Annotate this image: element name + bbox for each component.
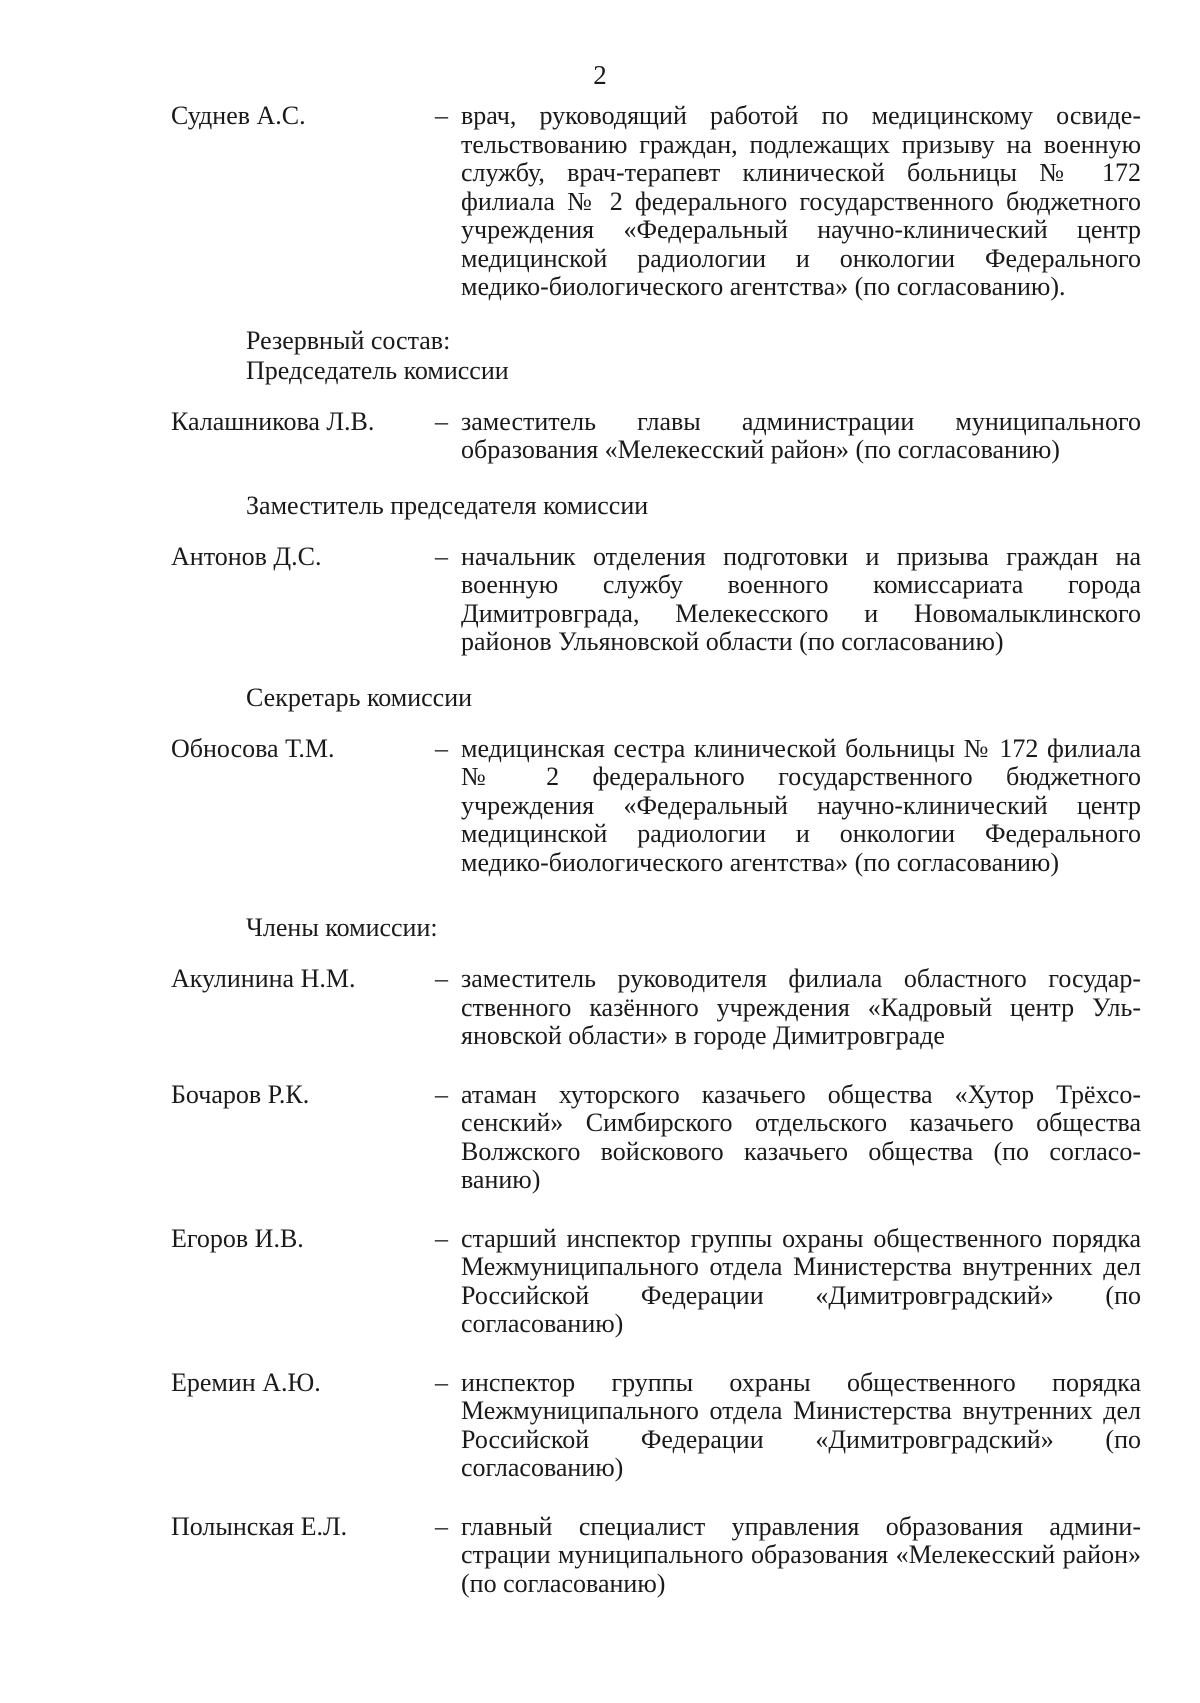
chairman-entry (171, 408, 1141, 465)
member-name: Суднев А.С. (171, 101, 306, 130)
member-entry (171, 1513, 1141, 1599)
member-name: Бочаров Р.К. (171, 1079, 310, 1109)
dash-separator: – (435, 101, 448, 130)
members-heading: Члены комиссии: (246, 913, 438, 942)
member-entry (171, 1369, 1141, 1483)
member-description: медицинская сестра клинической больницы № 172 филиала № 2 федерального государственного бюджетного учреждения «Федеральный научно-клинический центр медицинской радиологии и онкологии Федерального медико-биологического агентства» (по согласованию) (461, 733, 1141, 877)
secretary-heading: Секретарь комиссии (246, 682, 473, 712)
member-description: старший инспектор группы охраны общественного порядка Межмуниципального отдела Министерства внутренних дел Российской Федерации «Димитровградский» (по согласованию) (461, 1223, 1141, 1338)
member-entry (171, 1081, 1141, 1195)
page-number: 2 (593, 60, 607, 90)
dash-separator: – (435, 964, 448, 993)
member-description: начальник отделения подготовки и призыва граждан на военную службу военного комиссариата города Димитровграда, Мелекесского и Новомалыклинского районов Ульяновской области (по согласованию) (461, 541, 1141, 656)
member-name: Обносова Т.М. (171, 733, 335, 763)
commission-list (171, 102, 1141, 1598)
dash-separator: – (435, 1079, 448, 1109)
member-description: заместитель главы администрации муниципального образования «Мелекесский район» (по согласованию) (461, 406, 1141, 464)
member-description: врач, руководящий работой по медицинскому освидетельствованию граждан, подлежащих призыву на военную службу, врач-терапевт клинической больницы № 172 филиала № 2 федерального государственного бюджетного учреждения «Федеральный научно-клинический центр медицинской радиологии и онкологии Федерального медико-биологического агентства» (по согласованию). (461, 101, 1141, 301)
member-description: атаман хуторского казачьего общества «Хутор Трёхсосенский» Симбирского отдельского казачьего общества Волжского войскового казачьего общества (по согласованию) (461, 1079, 1141, 1194)
dash-separator: – (435, 541, 448, 571)
chairman-heading: Председатель комиссии (246, 355, 509, 385)
dash-separator: – (435, 406, 448, 436)
member-name: Акулинина Н.М. (171, 964, 356, 993)
member-name: Калашникова Л.В. (171, 406, 375, 436)
dash-separator: – (435, 1223, 448, 1253)
member-entry (171, 965, 1141, 1051)
member-description: главный специалист управления образования администрации муниципального образования «Мелекесский район» (по согласованию) (461, 1511, 1141, 1598)
member-name: Полынская Е.Л. (171, 1511, 348, 1541)
member-entry-sudnev (171, 102, 1141, 302)
deputy-heading: Заместитель председателя комиссии (246, 490, 649, 520)
deputy-entry (171, 543, 1141, 657)
dash-separator: – (435, 1367, 448, 1397)
member-description: инспектор группы охраны общественного порядка Межмуниципального отдела Министерства внутренних дел Российской Федерации «Димитровградский» (по согласованию) (461, 1367, 1141, 1482)
dash-separator: – (435, 1511, 448, 1541)
member-entry (171, 1225, 1141, 1339)
member-name: Еремин А.Ю. (171, 1367, 321, 1397)
secretary-entry (171, 735, 1141, 878)
member-name: Егоров И.В. (171, 1223, 304, 1253)
member-description: заместитель руководителя филиала областного государственного казённого учреждения «Кадровый центр Ульяновской области» в городе Димитровграде (461, 964, 1141, 1050)
reserve-heading: Резервный состав: (246, 325, 451, 355)
member-name: Антонов Д.С. (171, 541, 322, 571)
dash-separator: – (435, 733, 448, 763)
